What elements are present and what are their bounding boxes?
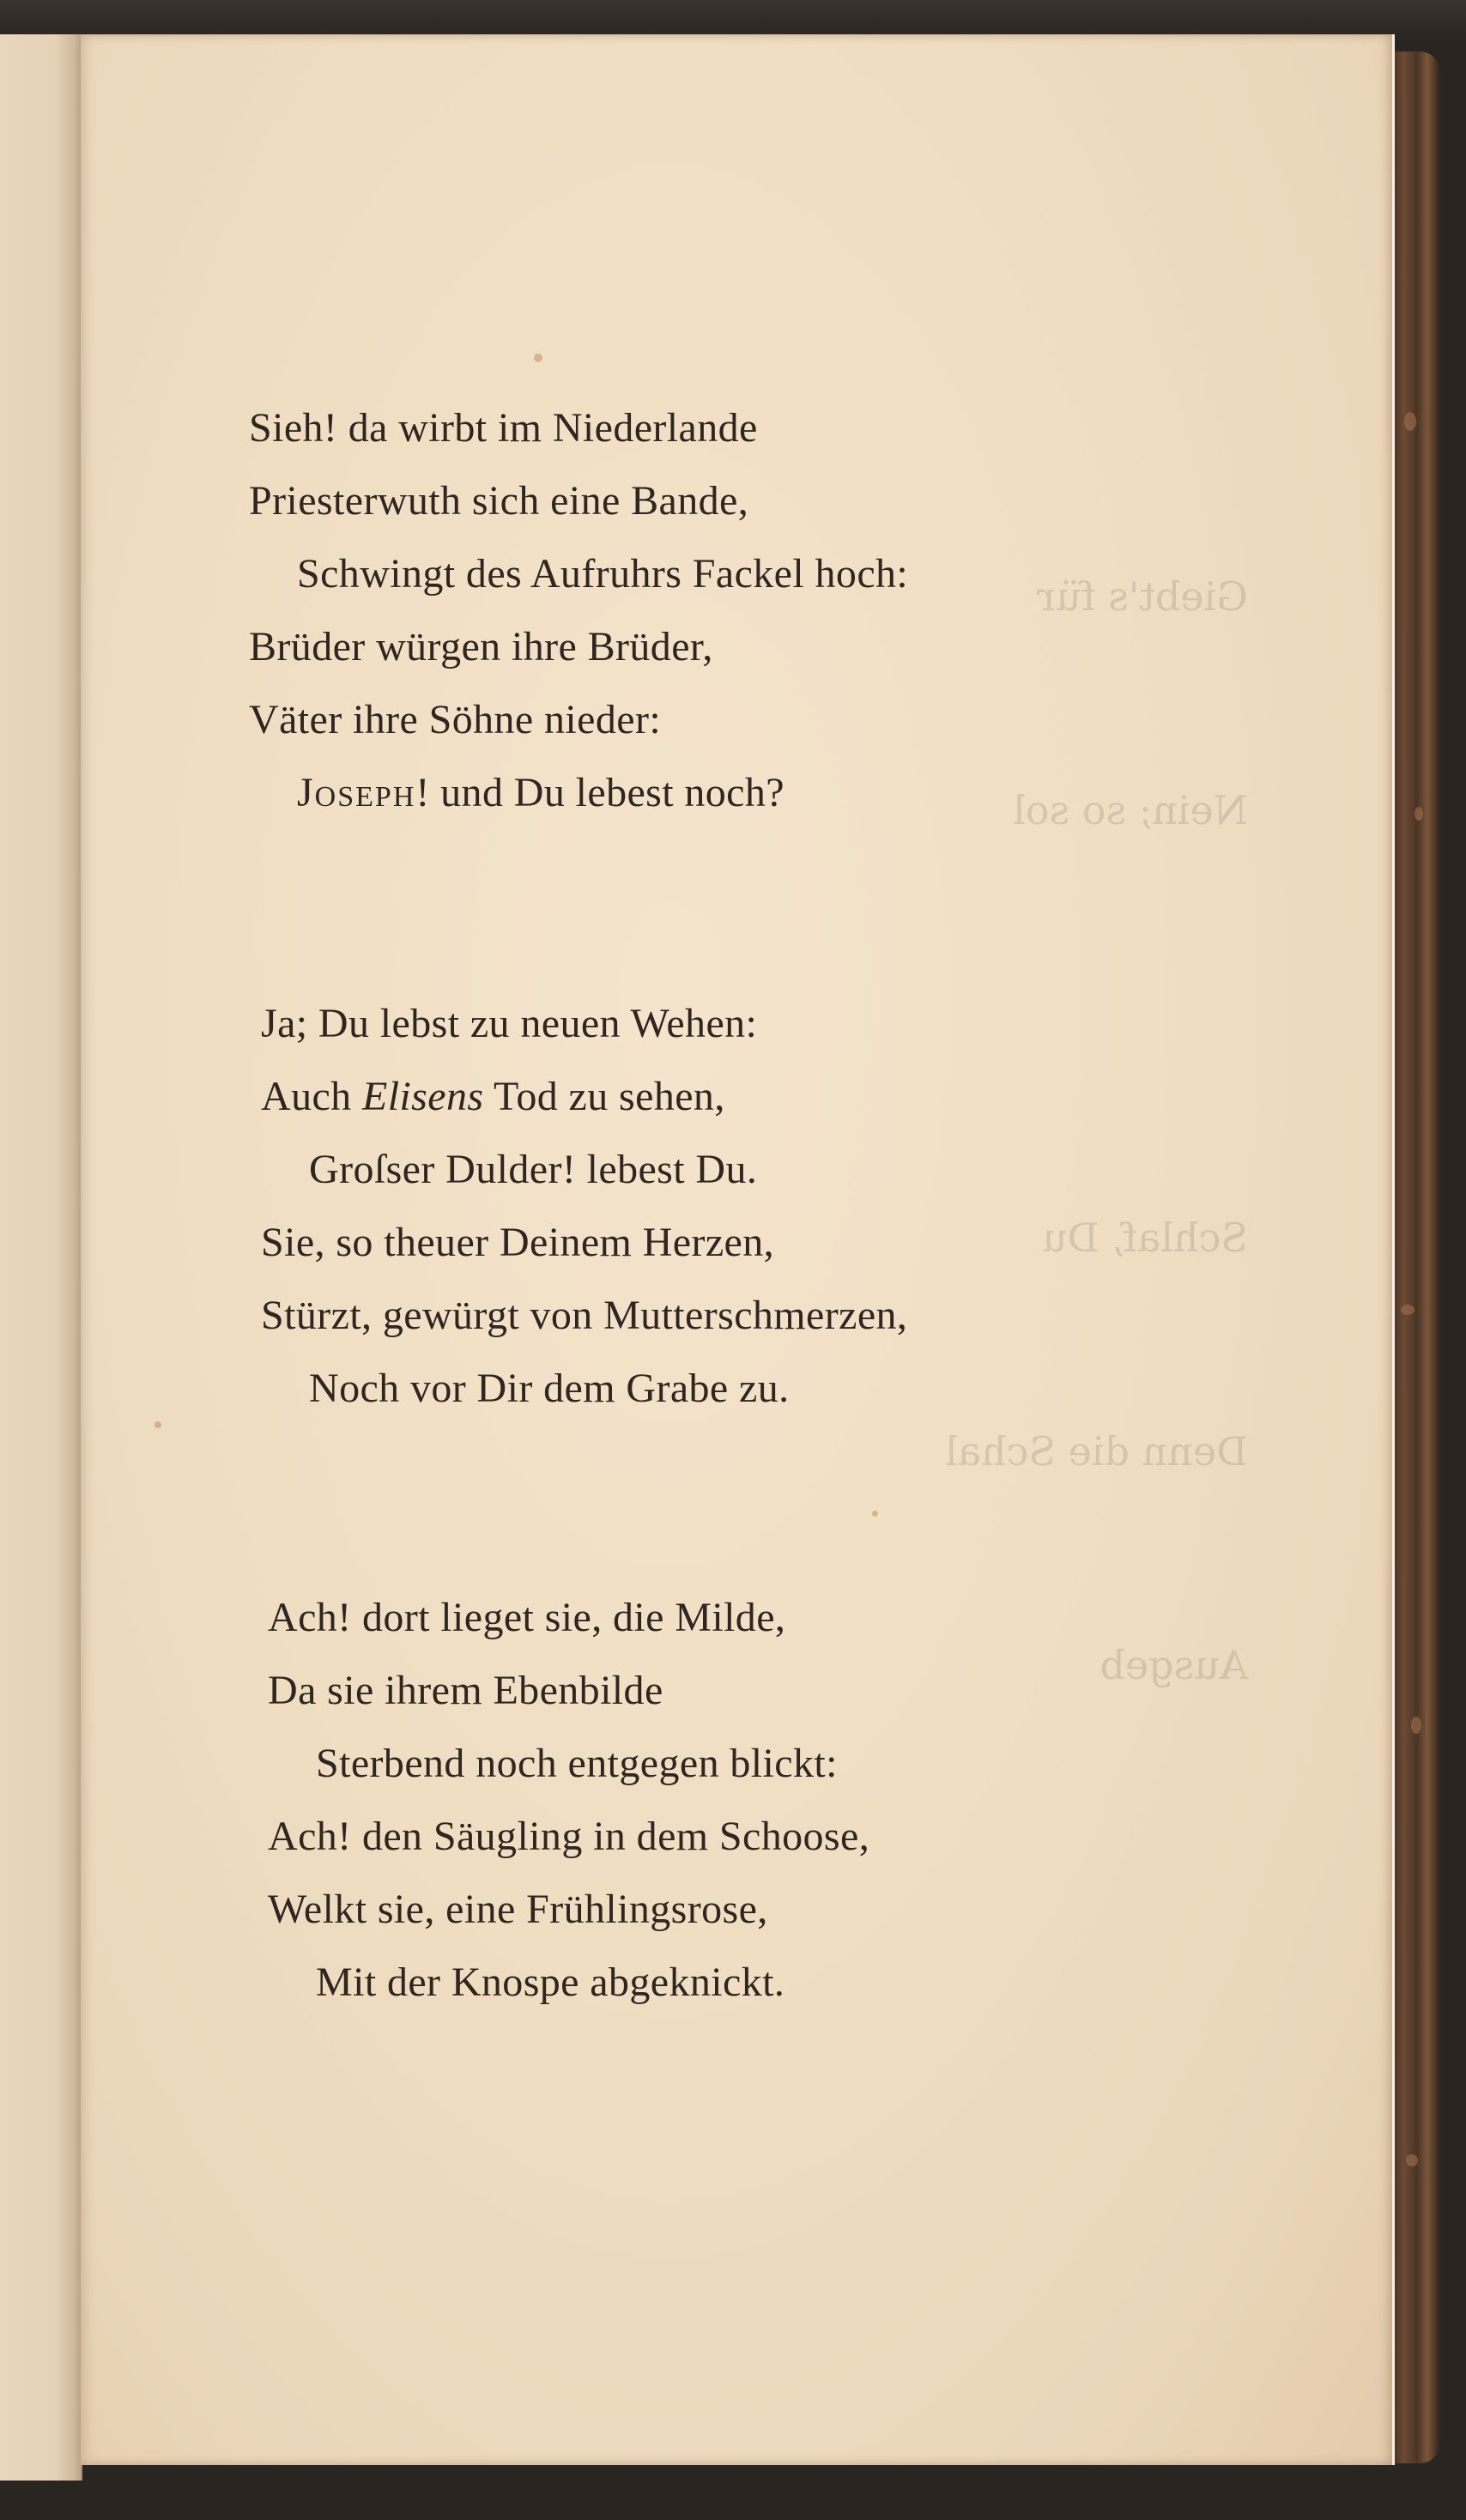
verse-line: Noch vor Dir dem Grabe zu. bbox=[309, 1366, 790, 1411]
bleed-line: Ausgeb bbox=[1100, 1642, 1248, 1688]
verse-line: Mit der Knospe abgeknickt. bbox=[316, 1960, 785, 2005]
verse-line: Groſser Dulder! lebest Du. bbox=[309, 1147, 758, 1192]
verse-line: Welkt sie, eine Frühlingsrose, bbox=[268, 1887, 768, 1932]
verse-line: Schwingt des Aufruhrs Fackel hoch: bbox=[297, 551, 909, 597]
verse-line: Sieh! da wirbt im Niederlande bbox=[249, 405, 758, 451]
verse-line: Priesterwuth sich eine Bande, bbox=[249, 478, 749, 524]
name-joseph: Joseph bbox=[297, 770, 416, 815]
verse-line: Ach! dort lieget sie, die Milde, bbox=[268, 1595, 786, 1640]
stanza-1 bbox=[249, 391, 908, 829]
foxing-spot bbox=[154, 1421, 161, 1428]
facing-page-edge bbox=[0, 34, 82, 2481]
verse-line: Da sie ihrem Ebenbilde bbox=[268, 1668, 663, 1713]
bleed-through-text bbox=[944, 421, 1248, 1688]
bleed-line: Giebt's für bbox=[1036, 573, 1248, 620]
book-binding bbox=[1389, 51, 1440, 2463]
verse-line-rest: Tod zu sehen, bbox=[483, 1074, 725, 1119]
verse-line: Brüder würgen ihre Brüder, bbox=[249, 624, 713, 669]
verse-line: Sie, so theuer Deinem Herzen, bbox=[261, 1220, 775, 1265]
verse-line: Stürzt, gewürgt von Mutterschmerzen, bbox=[261, 1293, 908, 1338]
verse-line-rest: ! und Du lebest noch? bbox=[415, 770, 784, 815]
bleed-line: Denn die Schal bbox=[944, 1428, 1248, 1475]
stanza-3 bbox=[268, 1581, 869, 2019]
verse-line-pre: Auch bbox=[261, 1074, 362, 1119]
foxing-spot bbox=[534, 354, 542, 362]
verse-line: Väter ihre Söhne nieder: bbox=[249, 697, 662, 742]
name-elisens: Elisens bbox=[361, 1074, 484, 1119]
bleed-line: Nein; so sol bbox=[1013, 787, 1248, 833]
stanza-2 bbox=[261, 987, 907, 1425]
foxing-spot bbox=[872, 1511, 878, 1517]
verse-line: Ja; Du lebst zu neuen Wehen: bbox=[261, 1001, 758, 1046]
bleed-line bbox=[973, 989, 1248, 1062]
bleed-line: Schlaf, Du bbox=[1041, 1215, 1248, 1261]
verse-line: Ach! den Säugling in dem Schoose, bbox=[268, 1814, 870, 1859]
verse-line: Sterbend noch entgegen blickt: bbox=[316, 1741, 838, 1786]
verse-line bbox=[249, 756, 908, 829]
verse-line bbox=[261, 1060, 907, 1133]
